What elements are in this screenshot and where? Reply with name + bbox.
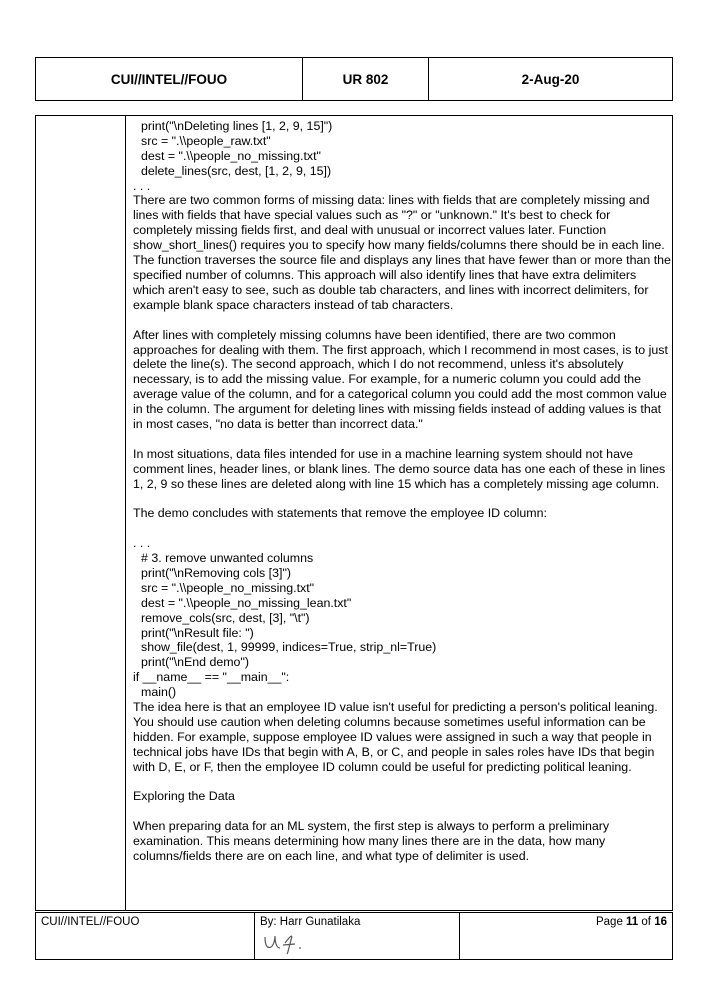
- total-pages: 16: [654, 916, 667, 928]
- header-report-id: UR 802: [303, 58, 429, 100]
- code-line: src = ".\\people_no_missing.txt": [141, 580, 315, 595]
- code-line: show_file(dest, 1, 99999, indices=True, strip_nl=True): [141, 640, 437, 655]
- paragraph-approaches: After lines with completely missing columns have been identified, there are two common approaches for dealing with them. The first approach, which I recommend in most cases, is to just delete the line(s). The second approach, which I do not recommend, unless it's absolutely necessary, is to add the missing value. For example, for a numeric column you could add the average value of the column, and for a categorical column you could add the most common value in the column. The argument for deleting lines with missing fields instead of adding values is that in most cases, "no data is better than incorrect data.": [133, 327, 668, 432]
- footer-classification: CUI//INTEL//FOUO: [36, 913, 255, 959]
- signature: [261, 931, 321, 955]
- header-classification: CUI//INTEL//FOUO: [36, 58, 303, 100]
- current-page: 11: [626, 916, 639, 928]
- code-line: print("\nEnd demo"): [141, 655, 249, 670]
- paragraph-comment-lines: In most situations, data files intended for use in a machine learning system should not have comment lines, header lines, or blank lines. The demo source data has one each of these in lines 1, 2, 9 so these lines are deleted along with line 15 which has a completely missing age column.: [133, 446, 666, 491]
- footer-table: [35, 912, 673, 960]
- paragraph-employee-id: The idea here is that an employee ID value isn't useful for predicting a person's political leaning. You should use caution when deleting columns because sometimes useful information can be hidden. For example, suppose employee ID values were assigned in such a way that people in technical jobs have IDs that begin with A, B, or C, and people in sales roles have IDs that begin with D, E, or F, then the employee ID column could be useful for predicting political leaning.: [133, 700, 658, 774]
- footer-author: By: Harr Gunatilaka: [260, 916, 361, 928]
- code-line: src = ".\\people_raw.txt": [141, 133, 271, 148]
- code-ellipsis: . . .: [133, 178, 151, 193]
- code-line: delete_lines(src, dest, [1, 2, 9, 15]): [141, 163, 332, 178]
- code-line: dest = ".\\people_no_missing_lean.txt": [141, 595, 352, 610]
- code-line: remove_cols(src, dest, [3], "\t"): [141, 610, 310, 625]
- code-line: print("\nDeleting lines [1, 2, 9, 15]"): [141, 119, 333, 133]
- footer-page-number: Page 11 of 16: [595, 916, 667, 928]
- left-margin-column: [36, 116, 126, 910]
- code-line: print("\nResult file: "): [141, 625, 254, 640]
- header-date: 2-Aug-20: [521, 71, 580, 87]
- paragraph-demo-concludes: The demo concludes with statements that remove the employee ID column:: [133, 506, 547, 521]
- header-table: [35, 57, 673, 101]
- code-line: if __name__ == "__main__":: [133, 670, 290, 685]
- paragraph-missing-data: There are two common forms of missing data: lines with fields that are completely missing and lines with fields that have special values such as "?" or "unknown." It's best to check for completely missing fields first, and deal with unusual or incorrect values later. Function show_short_lines() requires you to specify how many fields/columns there should be in each line. The function traverses the source file and displays any lines that have fewer than or more than the specified number of columns. This approach will also identify lines that have extra delimiters which aren't easy to see, such as double tab characters, and lines with incorrect delimiters, for example blank space characters instead of tab characters.: [133, 193, 671, 312]
- main-content-box: [35, 115, 673, 911]
- footer-author-cell: [255, 913, 460, 959]
- section-heading: Exploring the Data: [133, 789, 235, 804]
- code-line: # 3. remove unwanted columns: [141, 551, 314, 566]
- code-ellipsis: . . .: [133, 536, 151, 551]
- code-line: dest = ".\\people_no_missing.txt": [141, 148, 321, 163]
- document-body: [133, 119, 671, 864]
- code-line: main(): [141, 685, 177, 700]
- code-line: print("\nRemoving cols [3]"): [141, 566, 291, 581]
- paragraph-exploring: When preparing data for an ML system, the first step is always to perform a preliminary examination. This means determining how many lines there are in the data, how many columns/fields there are on each line, and what type of delimiter is used.: [133, 819, 610, 864]
